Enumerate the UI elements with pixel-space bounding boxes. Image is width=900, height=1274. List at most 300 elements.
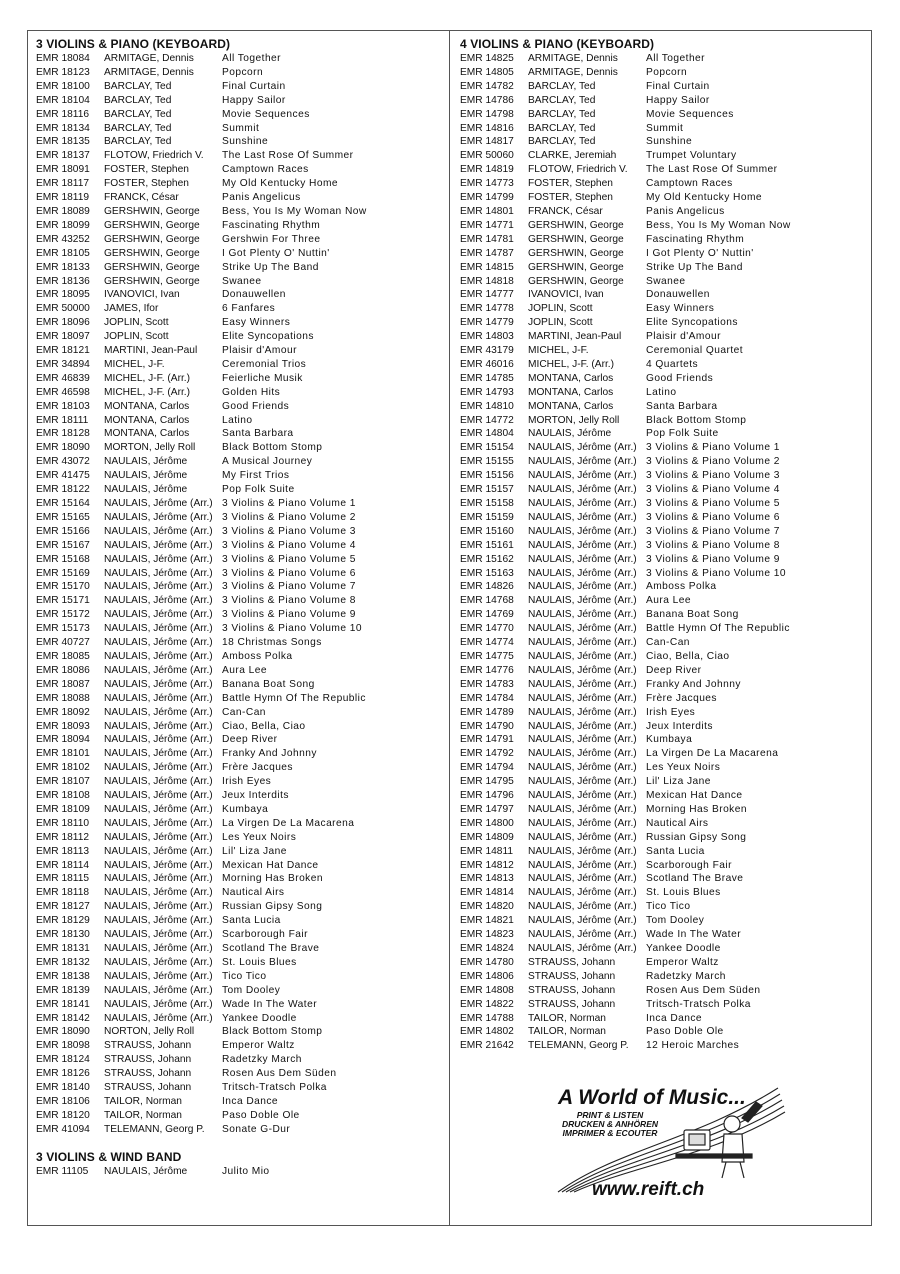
title: 3 Violins & Piano Volume 3	[646, 470, 780, 482]
catalog-row	[36, 261, 441, 275]
catalog-row	[36, 594, 441, 608]
catalog-row	[36, 372, 441, 386]
catalog-number: EMR 14819	[460, 164, 514, 176]
composer: NAULAIS, Jérôme (Arr.)	[528, 803, 637, 815]
catalog-number: EMR 18096	[36, 317, 90, 329]
catalog-number: EMR 18119	[36, 192, 90, 204]
composer: BARCLAY, Ted	[104, 94, 172, 106]
catalog-row	[36, 400, 441, 414]
catalog-number: EMR 18089	[36, 205, 90, 217]
title: Franky And Johnny	[222, 748, 317, 760]
title: Scarborough Fair	[646, 859, 732, 871]
catalog-row	[460, 525, 860, 539]
logo-graphic	[556, 1080, 786, 1200]
catalog-number: EMR 15157	[460, 484, 514, 496]
catalog-row	[460, 80, 860, 94]
catalog-row	[460, 177, 860, 191]
catalog-row	[36, 636, 441, 650]
catalog-number: EMR 18129	[36, 915, 90, 927]
catalog-number: EMR 18118	[36, 887, 90, 899]
composer: CLARKE, Jeremiah	[528, 150, 617, 162]
catalog-row	[460, 66, 860, 80]
catalog-row	[36, 900, 441, 914]
title: Ciao, Bella, Ciao	[222, 720, 306, 732]
catalog-row	[460, 511, 860, 525]
composer: NAULAIS, Jérôme (Arr.)	[528, 915, 637, 927]
composer: NAULAIS, Jérôme (Arr.)	[104, 831, 213, 843]
catalog-row	[36, 497, 441, 511]
catalog-number: EMR 14788	[460, 1012, 514, 1024]
composer: NAULAIS, Jérôme (Arr.)	[104, 873, 213, 885]
catalog-number: EMR 14824	[460, 943, 514, 954]
composer: NAULAIS, Jérôme (Arr.)	[104, 984, 213, 996]
title: St. Louis Blues	[222, 956, 297, 968]
catalog-row	[460, 247, 860, 261]
catalog-number: EMR 18123	[36, 66, 90, 78]
title: Irish Eyes	[222, 776, 272, 788]
catalog-row	[460, 761, 860, 775]
title: Julito Mio	[222, 1165, 270, 1177]
catalog-row	[36, 525, 441, 539]
catalog-row	[460, 149, 860, 163]
catalog-row	[36, 1025, 441, 1039]
catalog-number: EMR 15171	[36, 595, 90, 607]
title: Latino	[222, 414, 253, 426]
musician-figure-icon	[676, 1102, 762, 1178]
catalog-number: EMR 14809	[460, 831, 514, 843]
catalog-row	[460, 316, 860, 330]
catalog-number: EMR 18106	[36, 1095, 90, 1107]
catalog-row	[36, 52, 441, 66]
title: Jeux Interdits	[222, 790, 289, 802]
catalog-row	[460, 52, 860, 66]
catalog-number: EMR 18126	[36, 1068, 90, 1080]
title: Ciao, Bella, Ciao	[646, 650, 730, 662]
catalog-row	[36, 942, 441, 956]
catalog-number: EMR 15159	[460, 511, 514, 523]
catalog-number: EMR 14825	[460, 53, 514, 64]
composer: MICHEL, J-F. (Arr.)	[528, 358, 615, 370]
catalog-row	[36, 358, 441, 372]
title: Aura Lee	[222, 664, 267, 676]
catalog-row	[460, 594, 860, 608]
catalog-number: EMR 18108	[36, 790, 90, 802]
catalog-row	[460, 483, 860, 497]
catalog-row	[36, 664, 441, 678]
title: Rosen Aus Dem Süden	[222, 1068, 337, 1080]
catalog-number: EMR 14772	[460, 414, 514, 426]
title: A Musical Journey	[222, 456, 313, 468]
composer: NAULAIS, Jérôme (Arr.)	[104, 803, 213, 815]
composer: STRAUSS, Johann	[104, 1082, 192, 1094]
composer: NAULAIS, Jérôme (Arr.)	[528, 456, 637, 468]
catalog-row	[36, 469, 441, 483]
title: Pop Folk Suite	[646, 428, 719, 440]
title: 3 Violins & Piano Volume 4	[646, 484, 780, 496]
composer: NAULAIS, Jérôme (Arr.)	[104, 595, 213, 607]
composer: NAULAIS, Jérôme (Arr.)	[528, 678, 637, 690]
catalog-number: EMR 14793	[460, 386, 514, 398]
composer: NAULAIS, Jérôme (Arr.)	[104, 998, 213, 1010]
catalog-number: EMR 14811	[460, 845, 514, 857]
catalog-row	[36, 984, 441, 998]
title: Radetzky March	[646, 970, 726, 982]
catalog-row	[460, 108, 860, 122]
composer: NAULAIS, Jérôme	[528, 428, 612, 440]
title: Tritsch-Tratsch Polka	[222, 1082, 327, 1094]
composer: NAULAIS, Jérôme (Arr.)	[104, 609, 213, 621]
catalog-number: EMR 18141	[36, 998, 90, 1010]
catalog-row	[460, 372, 860, 386]
title: Final Curtain	[222, 80, 286, 92]
composer: NAULAIS, Jérôme (Arr.)	[528, 623, 637, 635]
catalog-row	[36, 622, 441, 636]
title: Summit	[646, 122, 684, 134]
catalog-row	[36, 386, 441, 400]
composer: NAULAIS, Jérôme (Arr.)	[104, 664, 213, 676]
catalog-row	[36, 970, 441, 984]
title: Radetzky March	[222, 1054, 302, 1066]
composer: NAULAIS, Jérôme (Arr.)	[104, 970, 213, 982]
catalog-row	[460, 205, 860, 219]
title: Donauwellen	[646, 289, 710, 301]
title: Ceremonial Quartet	[646, 345, 743, 357]
catalog-row	[36, 1165, 441, 1179]
catalog-number: EMR 14812	[460, 859, 514, 871]
catalog-number: EMR 14814	[460, 887, 514, 899]
composer: GERSHWIN, George	[528, 233, 624, 245]
catalog-row	[36, 553, 441, 567]
composer: NAULAIS, Jérôme (Arr.)	[528, 511, 637, 523]
title: Sunshine	[646, 136, 693, 148]
catalog-number: EMR 18085	[36, 650, 90, 662]
title: Plaisir d'Amour	[646, 331, 721, 343]
catalog-number: EMR 18135	[36, 136, 90, 148]
catalog-number: EMR 14808	[460, 984, 514, 996]
catalog-number: EMR 18098	[36, 1040, 90, 1052]
title: Deep River	[222, 734, 278, 746]
catalog-number: EMR 15173	[36, 623, 90, 635]
catalog-row	[460, 650, 860, 664]
catalog-row	[36, 733, 441, 747]
catalog-number: EMR 14794	[460, 762, 514, 774]
composer: NAULAIS, Jérôme (Arr.)	[528, 887, 637, 899]
catalog-number: EMR 15167	[36, 539, 90, 551]
title: Morning Has Broken	[646, 803, 747, 815]
catalog-row	[460, 539, 860, 553]
composer: NAULAIS, Jérôme (Arr.)	[104, 790, 213, 802]
composer: BARCLAY, Ted	[528, 108, 596, 120]
composer: BARCLAY, Ted	[104, 108, 172, 120]
catalog-row	[36, 330, 441, 344]
composer: NAULAIS, Jérôme (Arr.)	[528, 650, 637, 662]
catalog-number: EMR 11105	[36, 1165, 89, 1177]
catalog-number: EMR 14820	[460, 901, 514, 913]
catalog-number: EMR 18121	[36, 345, 90, 357]
catalog-row	[36, 344, 441, 358]
catalog-number: EMR 14791	[460, 734, 514, 746]
left-column	[36, 36, 441, 1179]
composer: NAULAIS, Jérôme (Arr.)	[528, 442, 637, 454]
catalog-number: EMR 18084	[36, 53, 90, 64]
title: Swanee	[646, 275, 686, 287]
catalog-number: EMR 14800	[460, 817, 514, 829]
composer: NAULAIS, Jérôme (Arr.)	[104, 776, 213, 788]
composer: NAULAIS, Jérôme (Arr.)	[104, 692, 213, 704]
catalog-row	[460, 720, 860, 734]
catalog-number: EMR 18124	[36, 1054, 90, 1066]
catalog-number: EMR 18115	[36, 873, 90, 885]
catalog-number: EMR 14768	[460, 595, 514, 607]
catalog-row	[36, 886, 441, 900]
logo-url: www.reift.ch	[592, 1179, 705, 1200]
composer: MONTANA, Carlos	[104, 414, 190, 426]
composer: MONTANA, Carlos	[528, 400, 614, 412]
title: Popcorn	[222, 66, 264, 78]
composer: MICHEL, J-F. (Arr.)	[104, 386, 191, 398]
catalog-row	[36, 678, 441, 692]
composer: NAULAIS, Jérôme (Arr.)	[528, 748, 637, 760]
catalog-number: EMR 14818	[460, 275, 514, 287]
catalog-number: EMR 18093	[36, 720, 90, 732]
title: Strike Up The Band	[646, 261, 743, 273]
catalog-number: EMR 18127	[36, 901, 90, 913]
catalog-row	[36, 191, 441, 205]
catalog-row	[36, 706, 441, 720]
composer: ARMITAGE, Dennis	[528, 66, 618, 78]
catalog-row	[460, 1012, 860, 1026]
composer: NAULAIS, Jérôme (Arr.)	[528, 706, 637, 718]
catalog-number: EMR 18103	[36, 400, 90, 412]
composer: NAULAIS, Jérôme (Arr.)	[104, 553, 213, 565]
composer: NAULAIS, Jérôme (Arr.)	[528, 817, 637, 829]
title: Les Yeux Noirs	[646, 762, 721, 774]
catalog-number: EMR 15154	[460, 442, 514, 454]
title: 3 Violins & Piano Volume 9	[646, 553, 780, 565]
catalog-number: EMR 14774	[460, 637, 514, 649]
composer: STRAUSS, Johann	[528, 984, 616, 996]
composer: NAULAIS, Jérôme (Arr.)	[528, 692, 637, 704]
composer: NAULAIS, Jérôme (Arr.)	[528, 734, 637, 746]
catalog-number: EMR 14815	[460, 261, 514, 273]
composer: NAULAIS, Jérôme	[104, 470, 188, 482]
title: All Together	[222, 53, 282, 64]
catalog-number: EMR 14779	[460, 317, 514, 329]
catalog-row	[460, 900, 860, 914]
title: Frère Jacques	[222, 762, 293, 774]
catalog-number: EMR 14775	[460, 650, 514, 662]
catalog-row	[460, 441, 860, 455]
catalog-row	[36, 233, 441, 247]
catalog-number: EMR 18092	[36, 706, 90, 718]
composer: BARCLAY, Ted	[528, 136, 596, 148]
catalog-row	[36, 94, 441, 108]
catalog-row	[36, 747, 441, 761]
catalog-row	[36, 831, 441, 845]
catalog-number: EMR 14780	[460, 956, 514, 968]
catalog-number: EMR 41475	[36, 470, 90, 482]
catalog-row	[460, 275, 860, 289]
catalog-row	[36, 872, 441, 886]
title: Movie Sequences	[646, 108, 734, 120]
catalog-number: EMR 15162	[460, 553, 514, 565]
catalog-number: EMR 40727	[36, 637, 90, 649]
title: Kumbaya	[222, 803, 269, 815]
catalog-number: EMR 14803	[460, 331, 514, 343]
catalog-row	[460, 928, 860, 942]
title: Golden Hits	[222, 386, 281, 398]
catalog-number: EMR 18090	[36, 1026, 90, 1038]
title: Les Yeux Noirs	[222, 831, 297, 843]
catalog-row	[460, 135, 860, 149]
composer: FOSTER, Stephen	[528, 178, 613, 190]
catalog-row	[460, 219, 860, 233]
catalog-row	[36, 775, 441, 789]
title: Nautical Airs	[222, 887, 285, 899]
catalog-row	[36, 149, 441, 163]
catalog-number: EMR 18105	[36, 247, 90, 259]
title: Tritsch-Tratsch Polka	[646, 998, 751, 1010]
catalog-row	[36, 845, 441, 859]
catalog-row	[460, 970, 860, 984]
composer: MICHEL, J-F.	[528, 345, 589, 357]
title: Russian Gipsy Song	[646, 831, 747, 843]
section-heading: 3 VIOLINS & WIND BAND	[36, 1149, 182, 1164]
catalog-number: EMR 15158	[460, 498, 514, 509]
title: Easy Winners	[646, 303, 715, 315]
title: Kumbaya	[646, 734, 693, 746]
title: Good Friends	[222, 400, 290, 412]
title: 3 Violins & Piano Volume 6	[222, 567, 356, 579]
catalog-number: EMR 18088	[36, 692, 90, 704]
title: 3 Violins & Piano Volume 4	[222, 539, 356, 551]
title: La Virgen De La Macarena	[646, 748, 779, 760]
catalog-row	[460, 817, 860, 831]
title: Happy Sailor	[222, 94, 286, 106]
catalog-number: EMR 18094	[36, 734, 90, 746]
composer: NAULAIS, Jérôme	[104, 484, 188, 496]
composer: GERSHWIN, George	[104, 233, 200, 245]
catalog-row	[460, 692, 860, 706]
title: 3 Violins & Piano Volume 7	[646, 525, 780, 537]
title: Irish Eyes	[646, 706, 696, 718]
title: Swanee	[222, 275, 262, 287]
title: Camptown Races	[646, 178, 733, 190]
title: Sunshine	[222, 136, 269, 148]
catalog-number: EMR 43179	[460, 345, 514, 357]
title: Summit	[222, 122, 260, 134]
title: Battle Hymn Of The Republic	[222, 692, 366, 704]
catalog-number: EMR 50060	[460, 150, 514, 162]
catalog-row	[36, 108, 441, 122]
catalog-row	[36, 720, 441, 734]
composer: NAULAIS, Jérôme (Arr.)	[104, 734, 213, 746]
title: 3 Violins & Piano Volume 9	[222, 609, 356, 621]
catalog-row	[36, 122, 441, 136]
catalog-number: EMR 14786	[460, 94, 514, 106]
composer: MONTANA, Carlos	[104, 428, 190, 440]
title: Mexican Hat Dance	[222, 859, 319, 871]
catalog-number: EMR 18120	[36, 1109, 90, 1121]
title: Elite Syncopations	[646, 317, 738, 329]
composer: NAULAIS, Jérôme (Arr.)	[104, 498, 213, 509]
catalog-number: EMR 18087	[36, 678, 90, 690]
catalog-row	[36, 455, 441, 469]
catalog-number: EMR 43252	[36, 233, 90, 245]
catalog-number: EMR 18139	[36, 984, 90, 996]
catalog-number: EMR 15170	[36, 581, 90, 593]
title: Morning Has Broken	[222, 873, 323, 885]
catalog-row	[36, 803, 441, 817]
title: 12 Heroic Marches	[646, 1040, 740, 1052]
composer: NAULAIS, Jérôme (Arr.)	[528, 484, 637, 496]
title: 4 Quartets	[646, 358, 699, 370]
catalog-row	[460, 956, 860, 970]
title: Yankee Doodle	[222, 1012, 297, 1024]
composer: MARTINI, Jean-Paul	[104, 345, 198, 357]
title: All Together	[646, 53, 706, 64]
title: 3 Violins & Piano Volume 6	[646, 511, 780, 523]
composer: NAULAIS, Jérôme (Arr.)	[528, 762, 637, 774]
title: Donauwellen	[222, 289, 286, 301]
catalog-row	[460, 998, 860, 1012]
catalog-row	[460, 344, 860, 358]
catalog-row	[460, 1025, 860, 1039]
catalog-number: EMR 14822	[460, 998, 514, 1010]
title: Yankee Doodle	[646, 943, 721, 954]
composer: NAULAIS, Jérôme (Arr.)	[104, 762, 213, 774]
composer: GERSHWIN, George	[104, 275, 200, 287]
composer: NAULAIS, Jérôme (Arr.)	[528, 525, 637, 537]
catalog-number: EMR 46839	[36, 372, 90, 384]
catalog-row	[460, 386, 860, 400]
catalog-number: EMR 14821	[460, 915, 514, 927]
catalog-number: EMR 18109	[36, 803, 90, 815]
catalog-row	[36, 1053, 441, 1067]
catalog-row	[36, 1109, 441, 1123]
catalog-number: EMR 18099	[36, 219, 90, 231]
catalog-row	[36, 650, 441, 664]
catalog-number: EMR 14773	[460, 178, 514, 190]
title: 6 Fanfares	[222, 303, 276, 315]
catalog-number: EMR 18136	[36, 275, 90, 287]
catalog-number: EMR 15160	[460, 525, 514, 537]
catalog-number: EMR 14785	[460, 372, 514, 384]
title: 3 Violins & Piano Volume 1	[646, 442, 780, 454]
catalog-number: EMR 18111	[36, 414, 89, 426]
catalog-row	[36, 511, 441, 525]
catalog-row	[36, 414, 441, 428]
title: 3 Violins & Piano Volume 10	[646, 567, 786, 579]
title: Santa Barbara	[222, 428, 294, 440]
composer: GERSHWIN, George	[528, 275, 624, 287]
catalog-number: EMR 14792	[460, 748, 514, 760]
catalog-number: EMR 18113	[36, 845, 90, 857]
title: 3 Violins & Piano Volume 10	[222, 623, 362, 635]
catalog-row	[460, 400, 860, 414]
composer: JOPLIN, Scott	[104, 331, 169, 343]
catalog-number: EMR 14816	[460, 122, 514, 134]
catalog-number: EMR 14806	[460, 970, 514, 982]
catalog-number: EMR 18104	[36, 94, 90, 106]
title: Frère Jacques	[646, 692, 717, 704]
catalog-number: EMR 14826	[460, 581, 514, 593]
composer: NAULAIS, Jérôme (Arr.)	[104, 956, 213, 968]
catalog-number: EMR 18122	[36, 484, 90, 496]
publisher-logo	[556, 1080, 786, 1200]
catalog-row	[36, 288, 441, 302]
title: Lil' Liza Jane	[646, 776, 711, 788]
